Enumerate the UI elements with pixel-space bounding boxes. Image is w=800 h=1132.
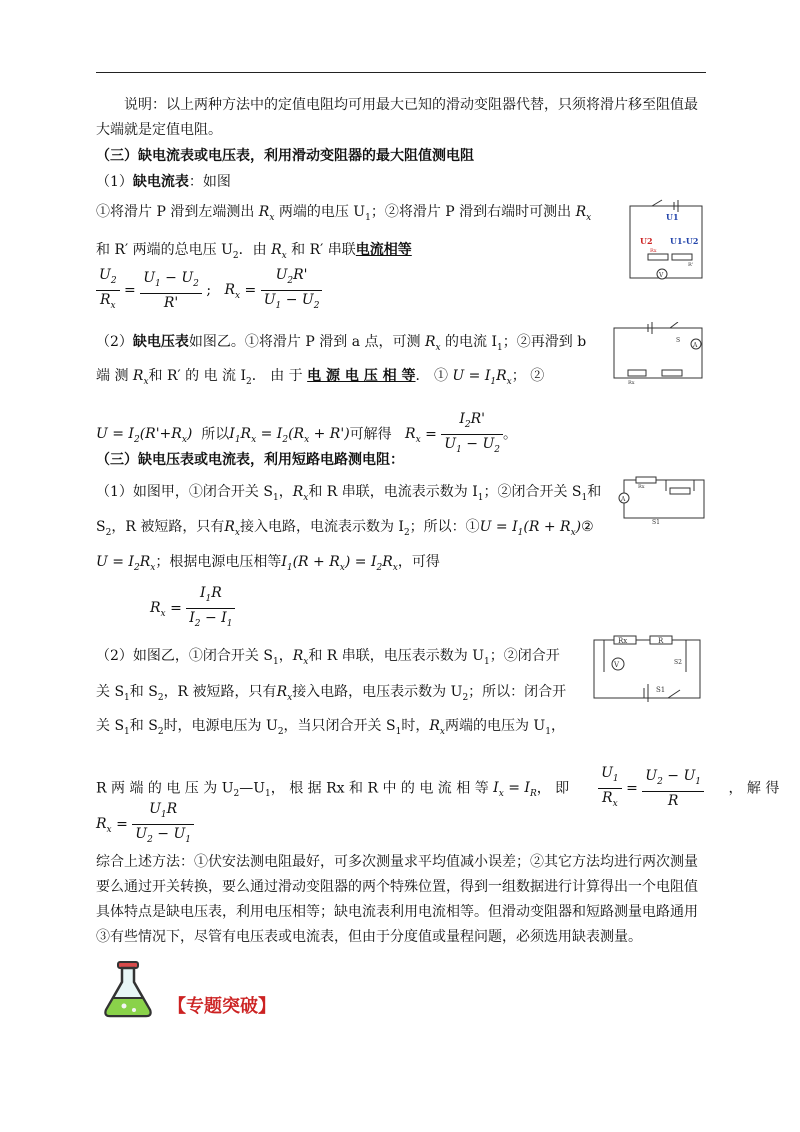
s1-line-2: 和 R′ 两端的总电压 $U_2$．由 $R_x$ 和 R′ 串联电流相等 xyxy=(96,242,412,261)
fig1-u2: U2 xyxy=(640,236,653,246)
summary-line-3: 具体特点是缺电压表，利用电压相等；缺电流表利用电流相等。但滑动变阻器和短路测量电路通用 xyxy=(96,904,698,920)
fig1-u1: U1 xyxy=(666,212,679,222)
circuit-figure-2 xyxy=(608,322,708,384)
fig3-s1: S1 xyxy=(652,519,660,524)
fig4-s2: S2 xyxy=(674,659,682,666)
fig4-r: R xyxy=(658,637,664,645)
voltmeter-label-1: V xyxy=(659,272,664,279)
circuit-figure-4 xyxy=(590,632,706,704)
fig4-rx: Rx xyxy=(618,637,628,645)
c1-line-3: $U = I_2R_x$；根据电源电压相等$I_1(R + R_x) = I_2R_x$，可得 xyxy=(96,554,440,573)
s1-line-1: ①将滑片 P 滑到左端测出 $R_x$ 两端的电压 $U_1$；②将滑片 P 滑到右端时可测出 $R_x$ xyxy=(96,204,592,223)
fig1-rprime: R' xyxy=(688,262,694,268)
ammeter-label-2: A xyxy=(693,342,698,349)
section-3b-title: （三）缺电压表或电流表，利用短路电路测电阻： xyxy=(96,452,404,468)
circuit-figure-3 xyxy=(614,474,710,524)
summary-line-4: ③有些情况下，尽管有电压表或电流表，但由于分度值或量程问题，必须选用缺表测量。 xyxy=(96,929,642,945)
special-breakthrough-title: 【专题突破】 xyxy=(168,996,276,1017)
c1-result: $R_x$ = $\frac{I_1R}{I_2 - I_1}$ xyxy=(150,584,235,633)
note-line-1: 说明：以上两种方法中的定值电阻均可用最大已知的滑动变阻器代替，只须将滑片移至阻值最 xyxy=(124,97,698,113)
sub2-line-1: （2）缺电压表如图乙。①将滑片 P 滑到 a 点，可测 $R_x$ 的电流 $I_1$；②再滑到 b xyxy=(96,334,587,353)
c2-line-3: 关 $S_1$和 $S_2$时，电源电压为 $U_2$，当只闭合开关 $S_1$时，$R_x$两端的电压为 $U_1$， xyxy=(96,718,565,737)
sub2-line-3: $U = I_2(R'+R_x)$ 所以$I_1R_x = I_2(R_x + R')$可解得 $R_x$ = $\frac{I_2R'}{U_1 - U_2}$ 。 xyxy=(96,411,517,455)
fig3-rx: Rx xyxy=(638,484,645,490)
section-3-title: （三）缺电流表或电压表，利用滑动变阻器的最大阻值测电阻 xyxy=(96,148,474,164)
s1-formula: $\frac{U_2}{R_x}$ = $\frac{U_1 - U_2}{R'}$ ; $R_x$ = $\frac{U_2R'}{U_1 - U_2}$ xyxy=(96,266,322,315)
voltmeter-label-4: V xyxy=(614,661,620,669)
c2-result: $R_x$ = $\frac{U_1R}{U_2 - U_1}$ xyxy=(96,800,194,849)
note-line-2: 大端就是定值电阻。 xyxy=(96,122,222,138)
circuit-figure-1 xyxy=(612,196,708,288)
header-rule xyxy=(96,72,706,73)
c1-line-1: （1）如图甲，①闭合开关 $S_1$，$R_x$和 R 串联，电流表示数为 $I_1$；②闭合开关 $S_1$和 xyxy=(96,484,602,503)
sub1-heading: （1）缺电流表：如图 xyxy=(96,174,231,190)
fig2-rx: Rx xyxy=(628,380,635,384)
c1-line-2: $S_2$，R 被短路，只有$R_x$接入电路，电流表示数为 $I_2$；所以：①U = $I_1(R$ + $R_x)②$ xyxy=(96,519,594,538)
flask-icon xyxy=(100,960,156,1020)
summary-line-1: 综合上述方法：①伏安法测电阻最好，可多次测量求平均值减小误差；②其它方法均进行两次测量 xyxy=(96,854,698,870)
sub2-line-2: 端 测 $R_x$和 R′ 的 电 流 $I_2$． 由 于 电 源 电 压 相 等． ① $U = I_1R_x$； ② xyxy=(96,368,545,387)
summary-line-2: 要么通过开关转换，要么通过滑动变阻器的两个特殊位置，得到一组数据进行计算得出一个电阻值 xyxy=(96,879,698,895)
fig1-u1u2: U1-U2 xyxy=(670,236,699,246)
fig4-s1: S1 xyxy=(656,686,666,694)
c2-line-1: （2）如图乙，①闭合开关 $S_1$，$R_x$和 R 串联，电压表示数为 $U_1$；②闭合开 xyxy=(96,648,560,667)
c2-line-2: 关 $S_1$和 $S_2$，R 被短路，只有$R_x$接入电路，电压表示数为 $U_2$；所以：闭合开 xyxy=(96,684,567,703)
c2-line-4: R 两 端 的 电 压 为 $U_2—U_1$， 根 据 Rx 和 R 中 的 电 流 相 等 $I_x = I_R$， 即 $\frac{U_1}{R_x}$ = $\frac{U_2 - U_1}{R}$ ， 解 得 xyxy=(96,765,780,809)
ammeter-label-3: A xyxy=(621,496,626,503)
fig2-s: S xyxy=(676,337,681,344)
fig1-rx: Rx xyxy=(650,248,657,254)
